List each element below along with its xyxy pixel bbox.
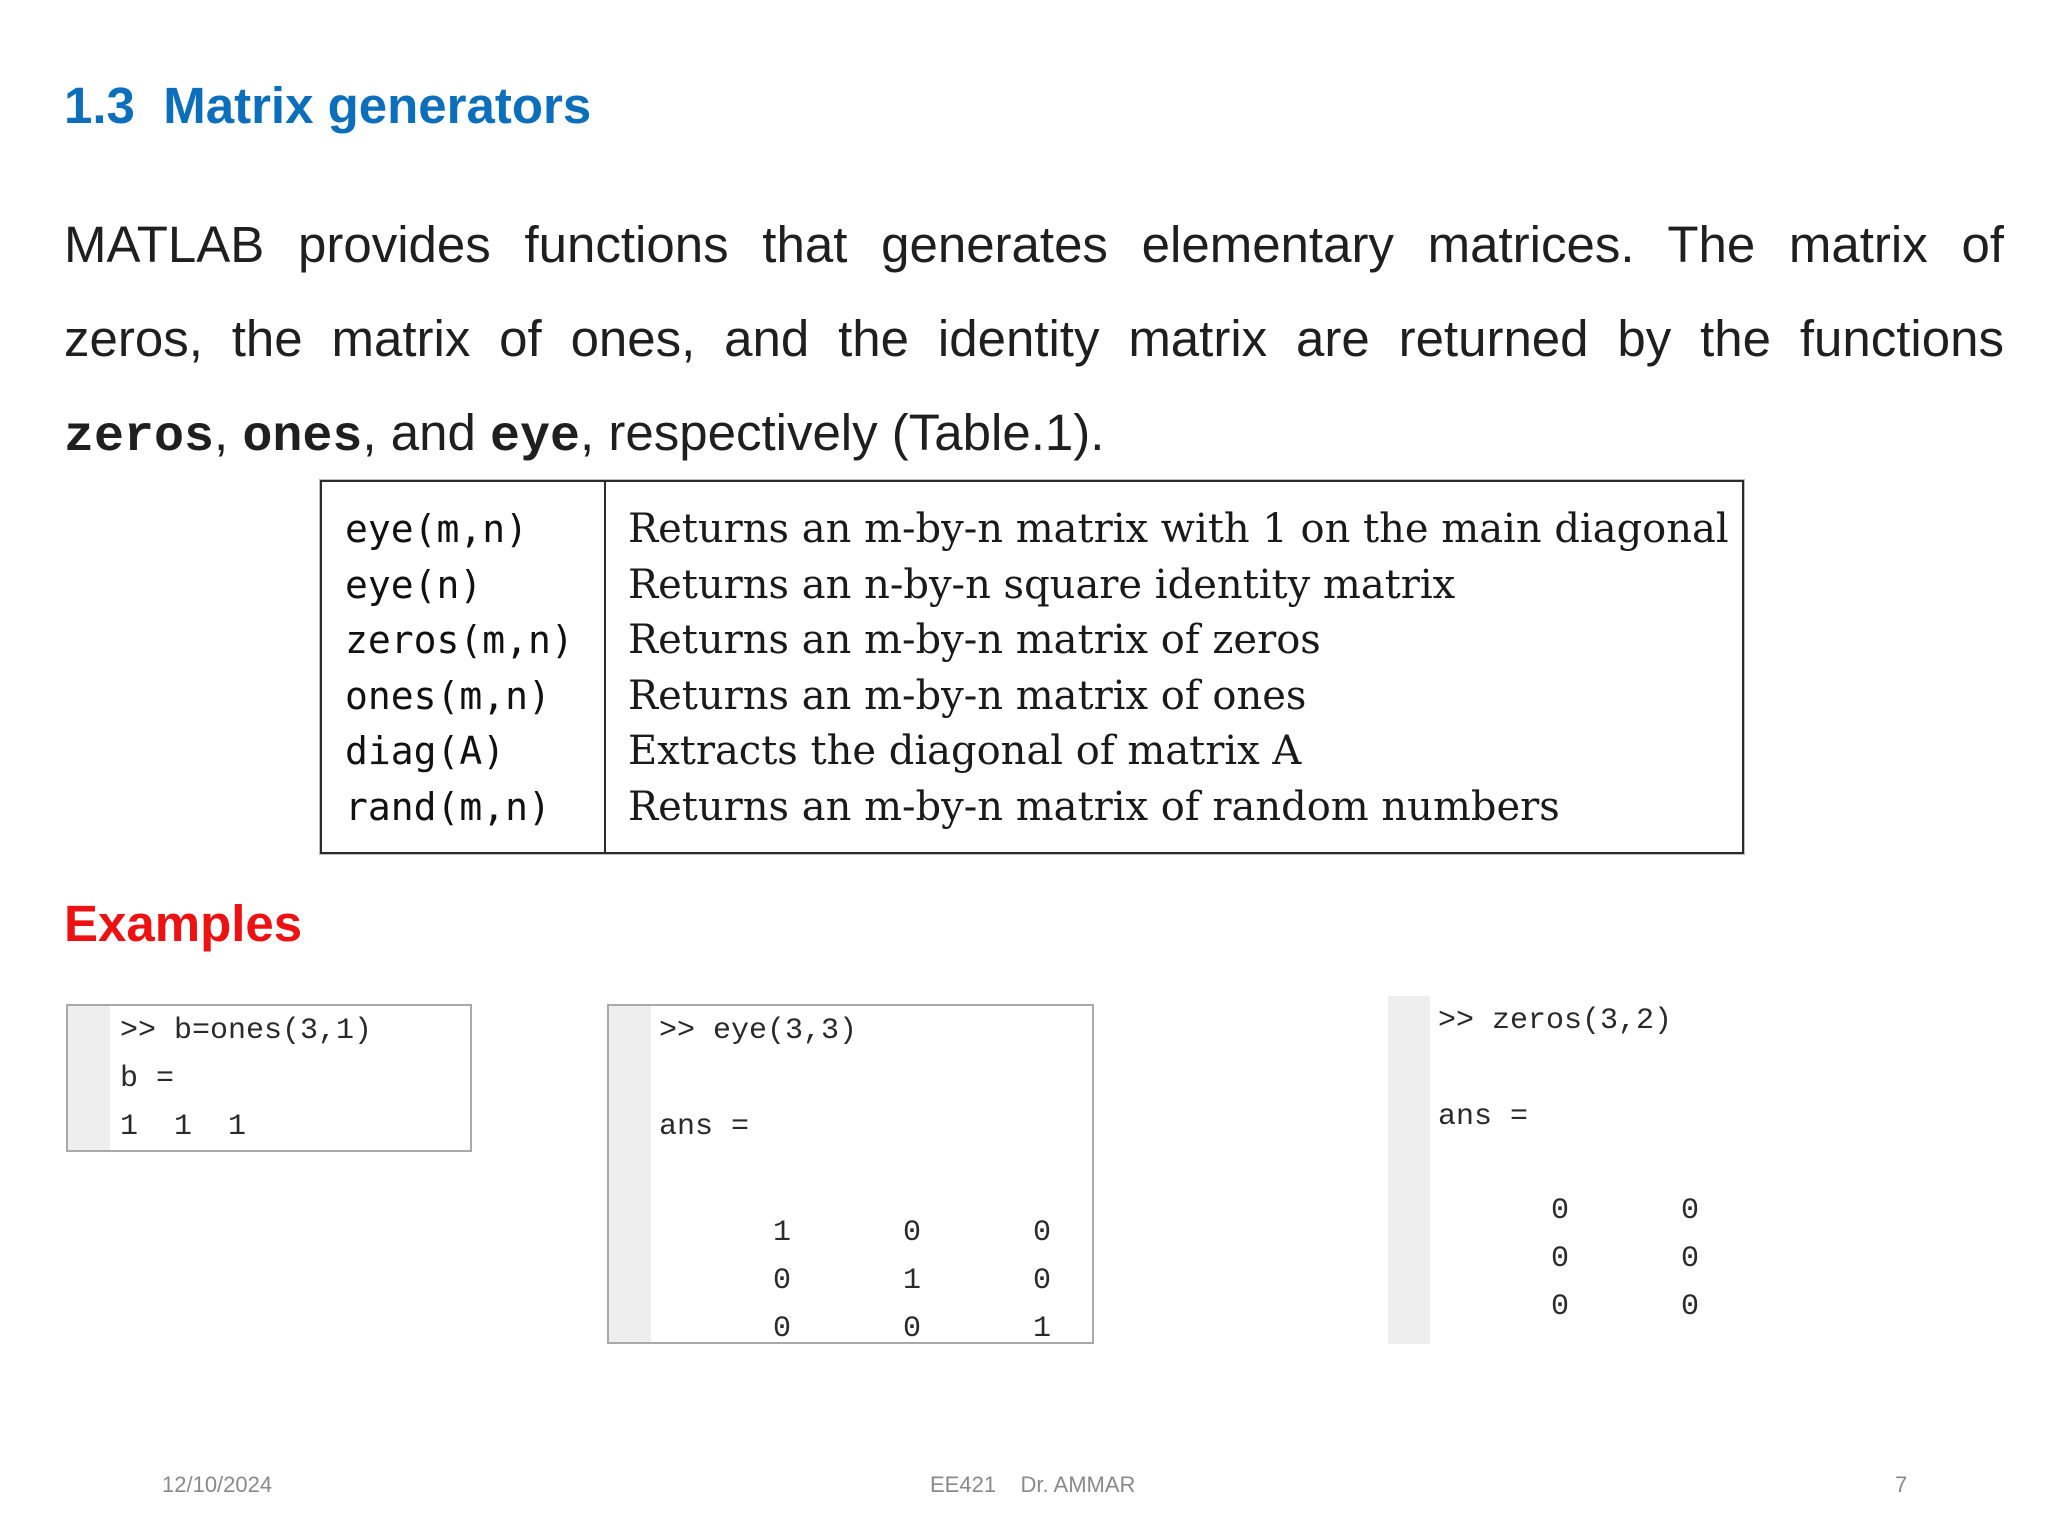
matrix-cell: 0 [772, 1264, 791, 1298]
console-example-zeros [1388, 996, 1748, 1344]
code-ones: ones [242, 409, 363, 466]
matrix-cell: 0 [772, 1312, 791, 1346]
function-name: rand(m,n) [345, 784, 551, 829]
function-name-column [322, 482, 606, 852]
function-description: Returns an m-by-n matrix of random numbers [628, 783, 1560, 830]
matrix-cell: 0 [1550, 1194, 1569, 1228]
function-name: diag(A) [345, 729, 506, 773]
function-name: eye(m,n) [345, 507, 529, 551]
separator-2: , and [362, 404, 491, 461]
function-description: Returns an m-by-n matrix with 1 on the main diagonal [628, 506, 1729, 552]
function-description: Returns an n-by-n square identity matrix [628, 561, 1456, 608]
matrix-cell: 0 [1032, 1216, 1051, 1250]
console-command: >> b=ones(3,1) [120, 1014, 373, 1048]
function-name: ones(m,n) [345, 673, 551, 718]
section-heading: 1.3 Matrix generators [64, 77, 592, 134]
examples-heading: Examples [64, 895, 303, 952]
console-command: >> zeros(3,2) [1438, 1004, 1673, 1038]
console-result-label: ans = [1438, 1100, 1529, 1134]
console-gutter [1388, 996, 1430, 1344]
footer-course-author: EE421 Dr. AMMAR [930, 1472, 1136, 1497]
matrix-cell: 0 [902, 1312, 921, 1346]
paragraph-line-2: zeros, the matrix of ones, and the identity matrix are returned by the functions [64, 310, 2004, 367]
console-gutter [68, 1006, 110, 1150]
matrix-cell: 1 [772, 1216, 791, 1250]
function-description-column [606, 482, 1742, 852]
separator-1: , [214, 404, 243, 461]
console-result-values: 1 1 1 [120, 1110, 247, 1144]
matrix-cell: 0 [1550, 1290, 1569, 1324]
console-command: >> eye(3,3) [659, 1014, 858, 1048]
code-eye: eye [490, 409, 581, 466]
matrix-cell: 0 [1550, 1242, 1569, 1276]
footer-page-number: 7 [1895, 1472, 1908, 1497]
console-result-label: b = [120, 1062, 175, 1096]
function-table [320, 480, 1744, 854]
console-example-ones [66, 1004, 472, 1152]
matrix-cell: 0 [902, 1216, 921, 1250]
matrix-cell: 0 [1032, 1264, 1051, 1298]
matrix-cell: 1 [902, 1264, 921, 1298]
console-example-eye [607, 1004, 1094, 1344]
function-name: zeros(m,n) [345, 618, 574, 662]
paragraph-line-3 [64, 386, 2004, 480]
matrix-cell: 1 [1032, 1312, 1051, 1346]
matrix-cell: 0 [1680, 1194, 1699, 1228]
intro-paragraph [64, 198, 2004, 480]
console-result-label: ans = [659, 1110, 750, 1144]
paragraph-tail: , respectively (Table.1). [580, 404, 1105, 461]
function-name: eye(n) [345, 562, 483, 607]
function-description: Returns an m-by-n matrix of ones [628, 672, 1307, 719]
paragraph-line-1: MATLAB provides functions that generates elementary matrices. The matrix of [64, 216, 2004, 273]
code-zeros: zeros [64, 409, 215, 466]
footer-date: 12/10/2024 [162, 1472, 273, 1497]
console-gutter [609, 1006, 651, 1342]
matrix-cell: 0 [1680, 1242, 1699, 1276]
function-description: Extracts the diagonal of matrix A [628, 728, 1302, 774]
matrix-cell: 0 [1680, 1290, 1699, 1324]
function-description: Returns an m-by-n matrix of zeros [628, 617, 1321, 663]
